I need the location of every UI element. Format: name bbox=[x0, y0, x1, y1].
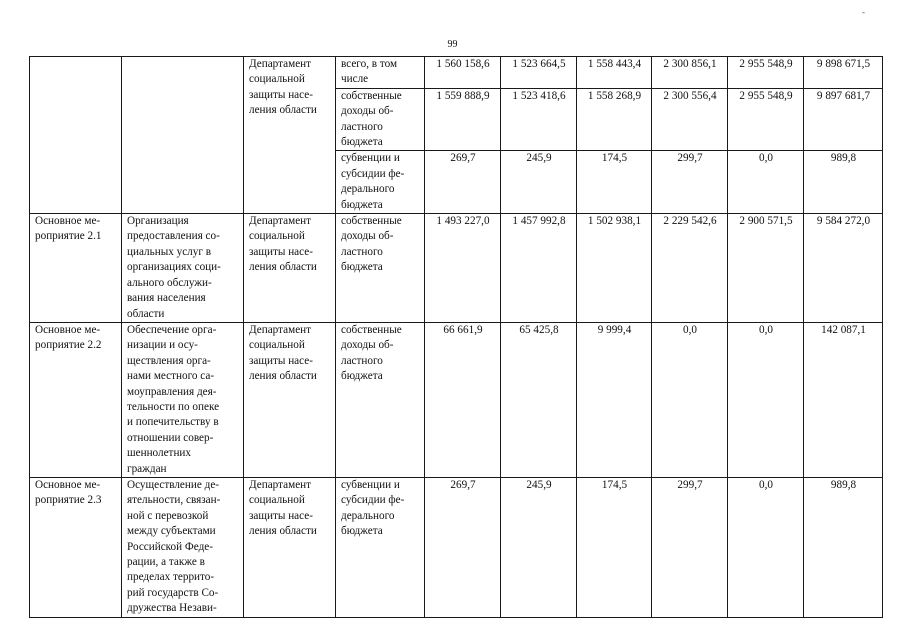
executor-cell-line: социальной bbox=[249, 73, 305, 86]
total-value-cell: 9 584 272,0 bbox=[804, 214, 883, 323]
table-row bbox=[30, 477, 883, 617]
year-value-cell: 1 457 992,8 bbox=[501, 214, 577, 323]
executor-cell-line: социальной bbox=[249, 230, 305, 243]
table-row bbox=[30, 214, 883, 323]
funding-source-cell-line: ластного bbox=[341, 354, 383, 367]
executor-cell-line: ления области bbox=[249, 525, 317, 538]
total-value-cell: 142 087,1 bbox=[804, 322, 883, 477]
executor-cell-line: ления области bbox=[249, 261, 317, 274]
executor-cell-line: Департамент bbox=[249, 215, 312, 228]
funding-source-cell bbox=[336, 57, 425, 89]
activity-cell-line: роприятие 2.2 bbox=[35, 339, 102, 352]
description-cell-line: моуправления дея- bbox=[127, 385, 217, 398]
description-cell bbox=[122, 57, 244, 214]
description-cell-line: ятельности, связан- bbox=[127, 494, 221, 507]
year-value-cell: 2 229 542,6 bbox=[652, 214, 728, 323]
year-value-cell: 2 955 548,9 bbox=[728, 88, 804, 151]
year-value-cell: 0,0 bbox=[728, 322, 804, 477]
description-cell-line: между субъектами bbox=[127, 525, 216, 538]
total-value-cell: 989,8 bbox=[804, 151, 883, 214]
budget-table bbox=[29, 56, 883, 618]
description-cell-line: организациях соци- bbox=[127, 261, 221, 274]
executor-cell-line: Департамент bbox=[249, 478, 312, 491]
year-value-cell: 0,0 bbox=[728, 477, 804, 617]
description-cell-line: пределах террито- bbox=[127, 571, 215, 584]
description-cell-line: ной с перевозкой bbox=[127, 509, 209, 522]
funding-source-cell-line: субвенции и bbox=[341, 152, 400, 165]
year-value-cell: 299,7 bbox=[652, 151, 728, 214]
funding-source-cell-line: числе bbox=[341, 73, 369, 86]
description-cell-line: дружества Незави- bbox=[127, 602, 217, 615]
description-cell-line: циальных услуг в bbox=[127, 245, 212, 258]
year-value-cell: 1 560 158,6 bbox=[425, 57, 501, 89]
activity-cell-line: Основное ме- bbox=[35, 215, 101, 228]
executor-cell bbox=[244, 322, 336, 477]
funding-source-cell-line: субсидии фе- bbox=[341, 494, 405, 507]
executor-cell bbox=[244, 57, 336, 214]
description-cell-line: вания населения bbox=[127, 292, 206, 305]
description-cell-line: рий государств Со- bbox=[127, 586, 219, 599]
description-cell bbox=[122, 477, 244, 617]
description-cell-line: предоставления со- bbox=[127, 230, 220, 243]
year-value-cell: 1 523 418,6 bbox=[501, 88, 577, 151]
funding-source-cell-line: бюджета bbox=[341, 261, 383, 274]
year-value-cell: 2 300 856,1 bbox=[652, 57, 728, 89]
funding-source-cell-line: доходы об- bbox=[341, 339, 394, 352]
activity-cell-line: Основное ме- bbox=[35, 478, 101, 491]
executor-cell-line: социальной bbox=[249, 339, 305, 352]
activity-cell bbox=[30, 477, 122, 617]
year-value-cell: 2 955 548,9 bbox=[728, 57, 804, 89]
year-value-cell: 299,7 bbox=[652, 477, 728, 617]
executor-cell-line: ления области bbox=[249, 370, 317, 383]
funding-source-cell-line: дерального bbox=[341, 183, 395, 196]
description-cell-line: Осуществление де- bbox=[127, 478, 220, 491]
funding-source-cell-line: субсидии фе- bbox=[341, 167, 405, 180]
year-value-cell: 0,0 bbox=[652, 322, 728, 477]
activity-cell-line: роприятие 2.3 bbox=[35, 494, 102, 507]
executor-cell-line: ления области bbox=[249, 104, 317, 117]
funding-source-cell-line: доходы об- bbox=[341, 105, 394, 118]
executor-cell-line: защиты насе- bbox=[249, 354, 313, 367]
activity-cell bbox=[30, 214, 122, 323]
year-value-cell: 65 425,8 bbox=[501, 322, 577, 477]
funding-source-cell-line: собственные bbox=[341, 323, 402, 336]
description-cell bbox=[122, 214, 244, 323]
page-number: 99 bbox=[447, 39, 458, 50]
funding-source-cell bbox=[336, 88, 425, 151]
activity-cell bbox=[30, 57, 122, 214]
funding-source-cell-line: собственные bbox=[341, 89, 402, 102]
funding-source-cell-line: дерального bbox=[341, 509, 395, 522]
description-cell-line: граждан bbox=[127, 462, 167, 475]
funding-source-cell-line: доходы об- bbox=[341, 230, 394, 243]
activity-cell bbox=[30, 322, 122, 477]
description-cell-line: отношении совер- bbox=[127, 431, 214, 444]
total-value-cell: 9 898 671,5 bbox=[804, 57, 883, 89]
year-value-cell: 174,5 bbox=[577, 151, 652, 214]
year-value-cell: 1 493 227,0 bbox=[425, 214, 501, 323]
year-value-cell: 1 502 938,1 bbox=[577, 214, 652, 323]
description-cell-line: области bbox=[127, 307, 165, 320]
executor-cell-line: Департамент bbox=[249, 58, 312, 70]
table-row bbox=[30, 57, 883, 89]
executor-cell bbox=[244, 477, 336, 617]
executor-cell-line: социальной bbox=[249, 494, 305, 507]
year-value-cell: 66 661,9 bbox=[425, 322, 501, 477]
description-cell-line: Организация bbox=[127, 215, 189, 228]
funding-source-cell-line: бюджета bbox=[341, 370, 383, 383]
year-value-cell: 0,0 bbox=[728, 151, 804, 214]
year-value-cell: 9 999,4 bbox=[577, 322, 652, 477]
funding-source-cell-line: ластного bbox=[341, 245, 383, 258]
year-value-cell: 1 559 888,9 bbox=[425, 88, 501, 151]
description-cell-line: шеннолетних bbox=[127, 447, 192, 460]
activity-cell-line: роприятие 2.1 bbox=[35, 230, 102, 243]
executor-cell-line: Департамент bbox=[249, 323, 312, 336]
executor-cell-line: защиты насе- bbox=[249, 245, 313, 258]
funding-source-cell bbox=[336, 214, 425, 323]
corner-mark: - bbox=[862, 7, 865, 17]
funding-source-cell-line: бюджета bbox=[341, 525, 383, 538]
executor-cell-line: защиты насе- bbox=[249, 509, 313, 522]
description-cell-line: рации, а также в bbox=[127, 556, 205, 568]
funding-source-cell bbox=[336, 477, 425, 617]
year-value-cell: 2 300 556,4 bbox=[652, 88, 728, 151]
year-value-cell: 269,7 bbox=[425, 477, 501, 617]
funding-source-cell-line: бюджета bbox=[341, 136, 383, 149]
funding-source-cell-line: собственные bbox=[341, 215, 402, 228]
funding-source-cell-line: всего, в том bbox=[341, 58, 398, 70]
description-cell-line: Обеспечение орга- bbox=[127, 323, 217, 336]
description-cell-line: ществления орга- bbox=[127, 354, 211, 367]
funding-source-cell bbox=[336, 151, 425, 214]
year-value-cell: 2 900 571,5 bbox=[728, 214, 804, 323]
total-value-cell: 989,8 bbox=[804, 477, 883, 617]
year-value-cell: 1 558 443,4 bbox=[577, 57, 652, 89]
funding-source-cell-line: бюджета bbox=[341, 198, 383, 211]
description-cell-line: Российской Феде- bbox=[127, 540, 213, 553]
executor-cell bbox=[244, 214, 336, 323]
description-cell-line: ального обслужи- bbox=[127, 276, 212, 289]
description-cell-line: и попечительству в bbox=[127, 416, 219, 429]
description-cell bbox=[122, 322, 244, 477]
year-value-cell: 245,9 bbox=[501, 477, 577, 617]
year-value-cell: 1 558 268,9 bbox=[577, 88, 652, 151]
description-cell-line: нами местного са- bbox=[127, 370, 215, 383]
funding-source-cell-line: субвенции и bbox=[341, 478, 400, 491]
description-cell-line: тельности по опеке bbox=[127, 400, 220, 413]
executor-cell-line: защиты насе- bbox=[249, 88, 313, 101]
year-value-cell: 174,5 bbox=[577, 477, 652, 617]
activity-cell-line: Основное ме- bbox=[35, 323, 101, 336]
year-value-cell: 1 523 664,5 bbox=[501, 57, 577, 89]
funding-source-cell-line: ластного bbox=[341, 120, 383, 133]
funding-source-cell bbox=[336, 322, 425, 477]
year-value-cell: 245,9 bbox=[501, 151, 577, 214]
total-value-cell: 9 897 681,7 bbox=[804, 88, 883, 151]
table-row bbox=[30, 322, 883, 477]
year-value-cell: 269,7 bbox=[425, 151, 501, 214]
description-cell-line: низации и осу- bbox=[127, 339, 198, 352]
